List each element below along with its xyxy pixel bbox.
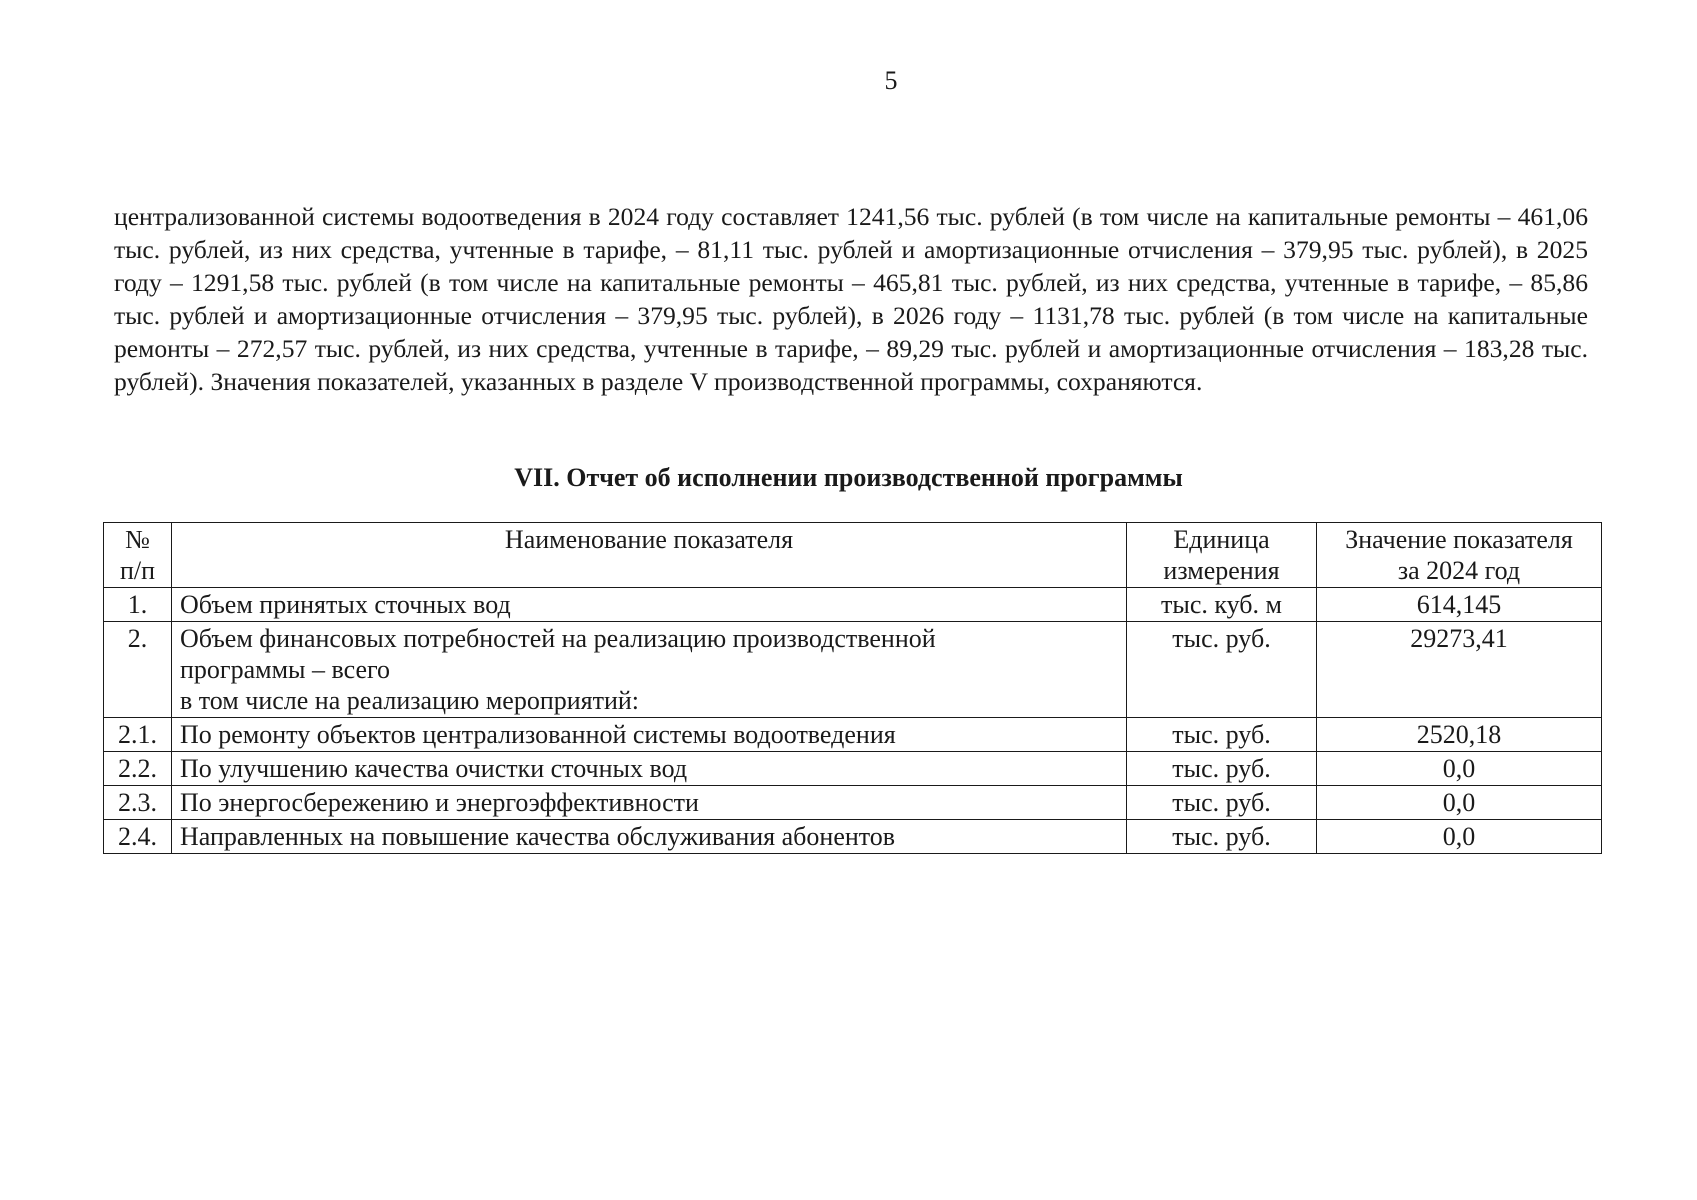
table-row xyxy=(104,820,1602,854)
row-num: 2.3. xyxy=(104,786,172,820)
row-value: 614,145 xyxy=(1317,588,1602,622)
header-num xyxy=(104,523,172,588)
row-name-line: Объем принятых сточных вод xyxy=(180,590,511,619)
header-value-line1: Значение показателя xyxy=(1345,525,1573,554)
header-value-line2: за 2024 год xyxy=(1397,556,1521,585)
row-unit: тыс. руб. xyxy=(1127,622,1317,718)
row-name-line: По улучшению качества очистки сточных вод xyxy=(180,754,688,783)
row-num: 2.4. xyxy=(104,820,172,854)
section-title: VII. Отчет об исполнении производственной программы xyxy=(514,463,1183,492)
header-unit-line2: измерения xyxy=(1163,556,1280,585)
report-table xyxy=(103,522,1602,854)
row-name-line: программы – всего xyxy=(180,655,391,684)
row-value: 0,0 xyxy=(1317,752,1602,786)
row-name xyxy=(172,718,1127,752)
table-row xyxy=(104,622,1602,718)
header-unit xyxy=(1127,523,1317,588)
row-unit: тыс. руб. xyxy=(1127,786,1317,820)
row-name xyxy=(172,786,1127,820)
row-name xyxy=(172,588,1127,622)
row-name-line: Объем финансовых потребностей на реализацию производственной xyxy=(180,624,936,653)
row-value: 0,0 xyxy=(1317,820,1602,854)
header-value xyxy=(1317,523,1602,588)
table-row xyxy=(104,786,1602,820)
row-unit: тыс. куб. м xyxy=(1127,588,1317,622)
table-header-row xyxy=(104,523,1602,588)
row-name-line: По ремонту объектов централизованной системы водоотведения xyxy=(180,720,896,749)
row-name xyxy=(172,752,1127,786)
row-unit: тыс. руб. xyxy=(1127,718,1317,752)
row-name-line: в том числе на реализацию мероприятий: xyxy=(180,686,640,715)
row-name-line: По энергосбережению и энергоэффективности xyxy=(180,788,699,817)
header-name-text: Наименование показателя xyxy=(504,525,794,554)
row-unit: тыс. руб. xyxy=(1127,752,1317,786)
page-number: 5 xyxy=(884,66,898,95)
header-num-line2: п/п xyxy=(119,556,156,585)
row-value: 29273,41 xyxy=(1317,622,1602,718)
row-num: 2.1. xyxy=(104,718,172,752)
row-num: 1. xyxy=(104,588,172,622)
row-unit: тыс. руб. xyxy=(1127,820,1317,854)
row-value: 0,0 xyxy=(1317,786,1602,820)
row-name-line: Направленных на повышение качества обслуживания абонентов xyxy=(180,822,896,851)
row-name xyxy=(172,622,1127,718)
row-num: 2.2. xyxy=(104,752,172,786)
row-name xyxy=(172,820,1127,854)
header-unit-line1: Единица xyxy=(1173,525,1270,554)
header-num-line1: № xyxy=(125,525,150,554)
header-name xyxy=(172,523,1127,588)
table-row xyxy=(104,718,1602,752)
row-num: 2. xyxy=(104,622,172,718)
body-paragraph: централизованной системы водоотведения в 2024 году составляет 1241,56 тыс. рублей (в том числе на капитальные ремонты – 461,06 тыс. рублей, из них средства, учтенные в тарифе, – 81,11 тыс. рублей и амортизационные отчисления – 379,95 тыс. рублей), в 2025 году – 1291,58 тыс. рублей (в том числе на капитальные ремонты – 465,81 тыс. рублей, из них средства, учтенные в тарифе, – 85,86 тыс. рублей и амортизационные отчисления – 379,95 тыс. рублей), в 2026 году – 1131,78 тыс. рублей (в том числе на капитальные ремонты – 272,57 тыс. рублей, из них средства, учтенные в тарифе, – 89,29 тыс. рублей и амортизационные отчисления – 183,28 тыс. рублей). Значения показателей, указанных в разделе V производственной программы, сохраняются. xyxy=(114,202,1588,396)
table-row xyxy=(104,588,1602,622)
table-row xyxy=(104,752,1602,786)
row-value: 2520,18 xyxy=(1317,718,1602,752)
